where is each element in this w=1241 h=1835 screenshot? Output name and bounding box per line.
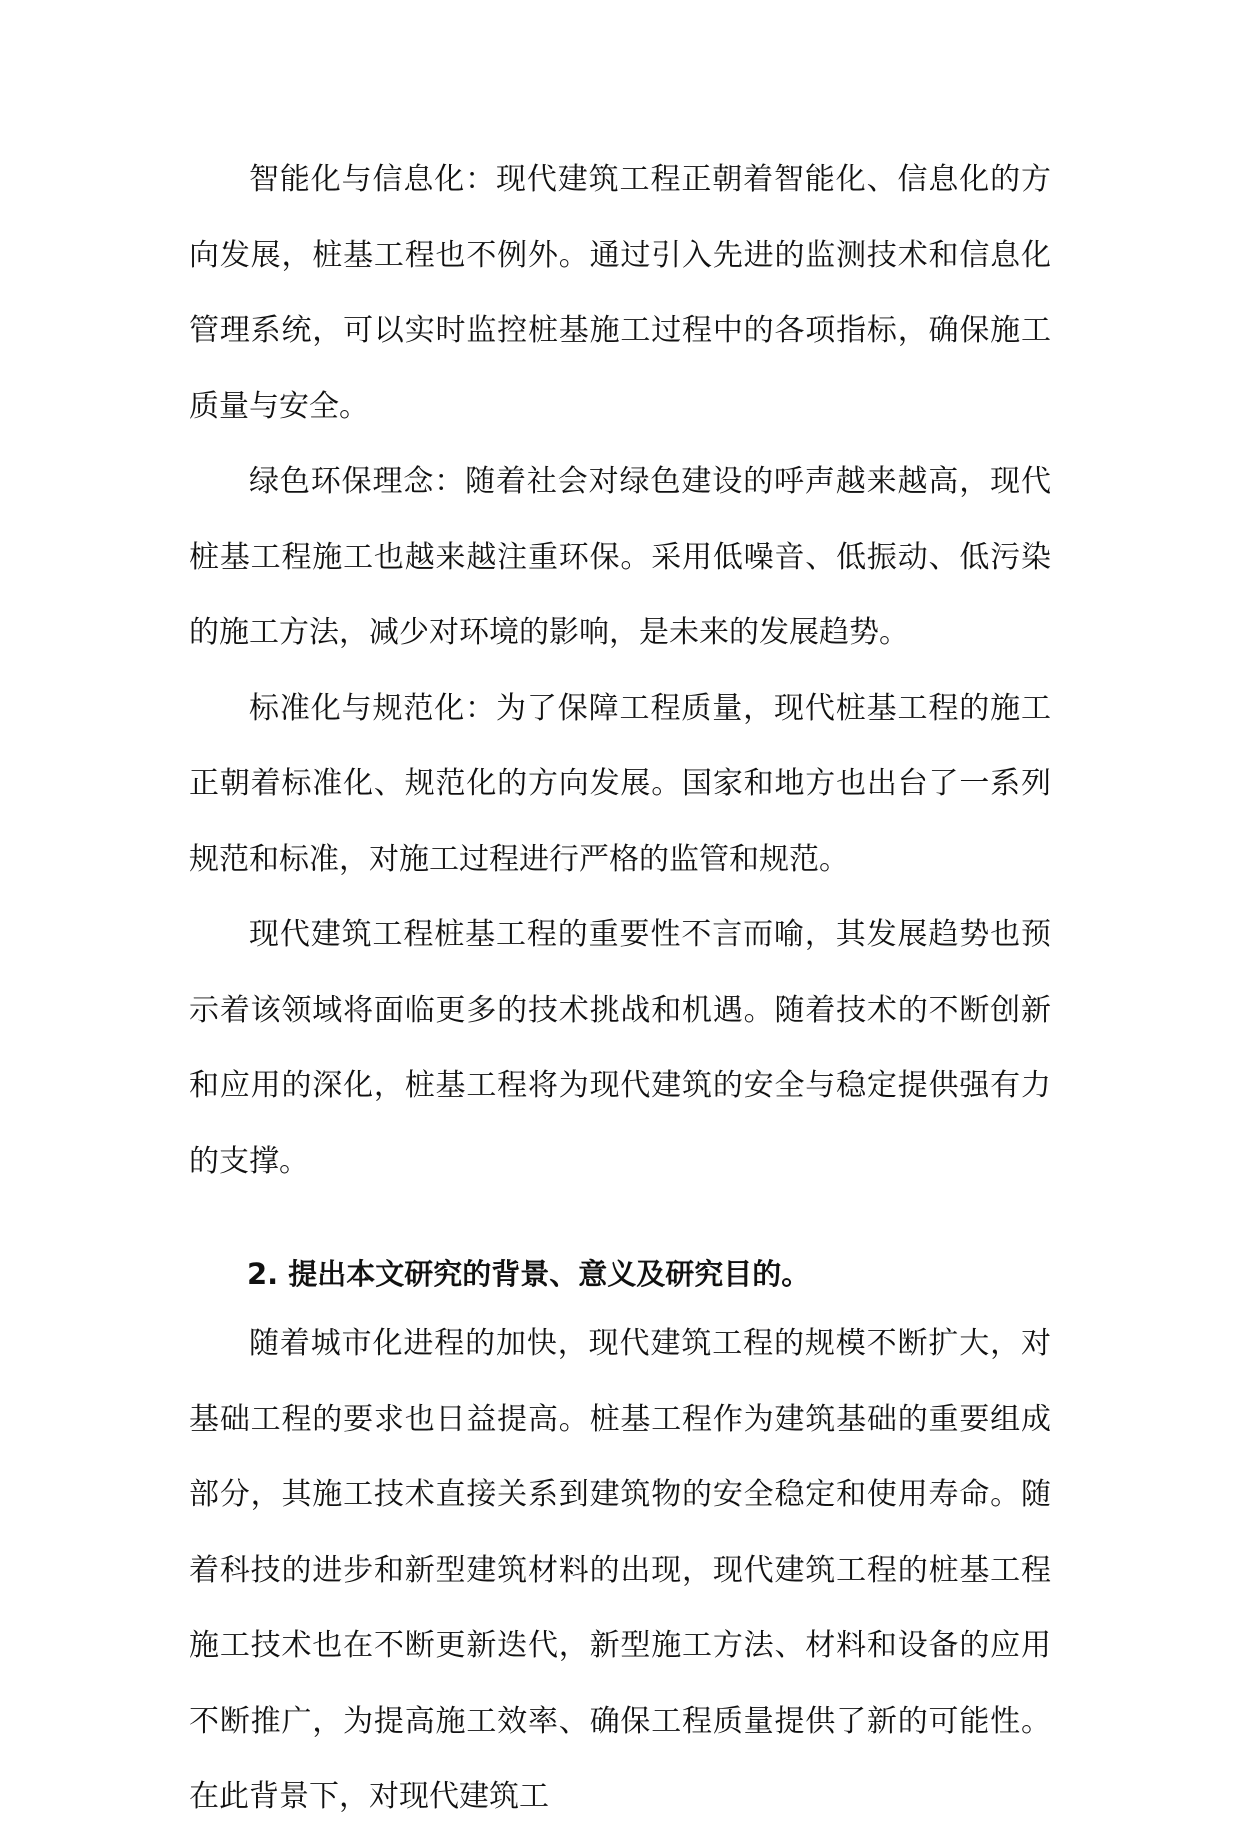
- document-body: [189, 142, 1051, 1835]
- paragraph-standardization: 标准化与规范化：为了保障工程质量，现代桩基工程的施工正朝着标准化、规范化的方向发展。国家和地方也出台了一系列规范和标准，对施工过程进行严格的监管和规范。: [189, 690, 1051, 877]
- paragraph-intelligent-informatization: 智能化与信息化：现代建筑工程正朝着智能化、信息化的方向发展，桩基工程也不例外。通过引入先进的监测技术和信息化管理系统，可以实时监控桩基施工过程中的各项指标，确保施工质量与安全。: [189, 162, 1051, 424]
- paragraph-research-background: 随着城市化进程的加快，现代建筑工程的规模不断扩大，对基础工程的要求也日益提高。桩基工程作为建筑基础的重要组成部分，其施工技术直接关系到建筑物的安全稳定和使用寿命。随着科技的进步和新型建筑材料的出现，现代建筑工程的桩基工程施工技术也在不断更新迭代，新型施工方法、材料和设备的应用不断推广，为提高施工效率、确保工程质量提供了新的可能性。在此背景下，对现代建筑工: [189, 1326, 1051, 1814]
- section-heading: 2. 提出本文研究的背景、意义及研究目的。: [247, 1257, 811, 1291]
- paragraph-green-environmental: 绿色环保理念：随着社会对绿色建设的呼声越来越高，现代桩基工程施工也越来越注重环保。采用低噪音、低振动、低污染的施工方法，减少对环境的影响，是未来的发展趋势。: [189, 464, 1051, 650]
- paragraph-importance-summary: 现代建筑工程桩基工程的重要性不言而喻，其发展趋势也预示着该领域将面临更多的技术挑战和机遇。随着技术的不断创新和应用的深化，桩基工程将为现代建筑的安全与稳定提供强有力的支撑。: [189, 917, 1051, 1179]
